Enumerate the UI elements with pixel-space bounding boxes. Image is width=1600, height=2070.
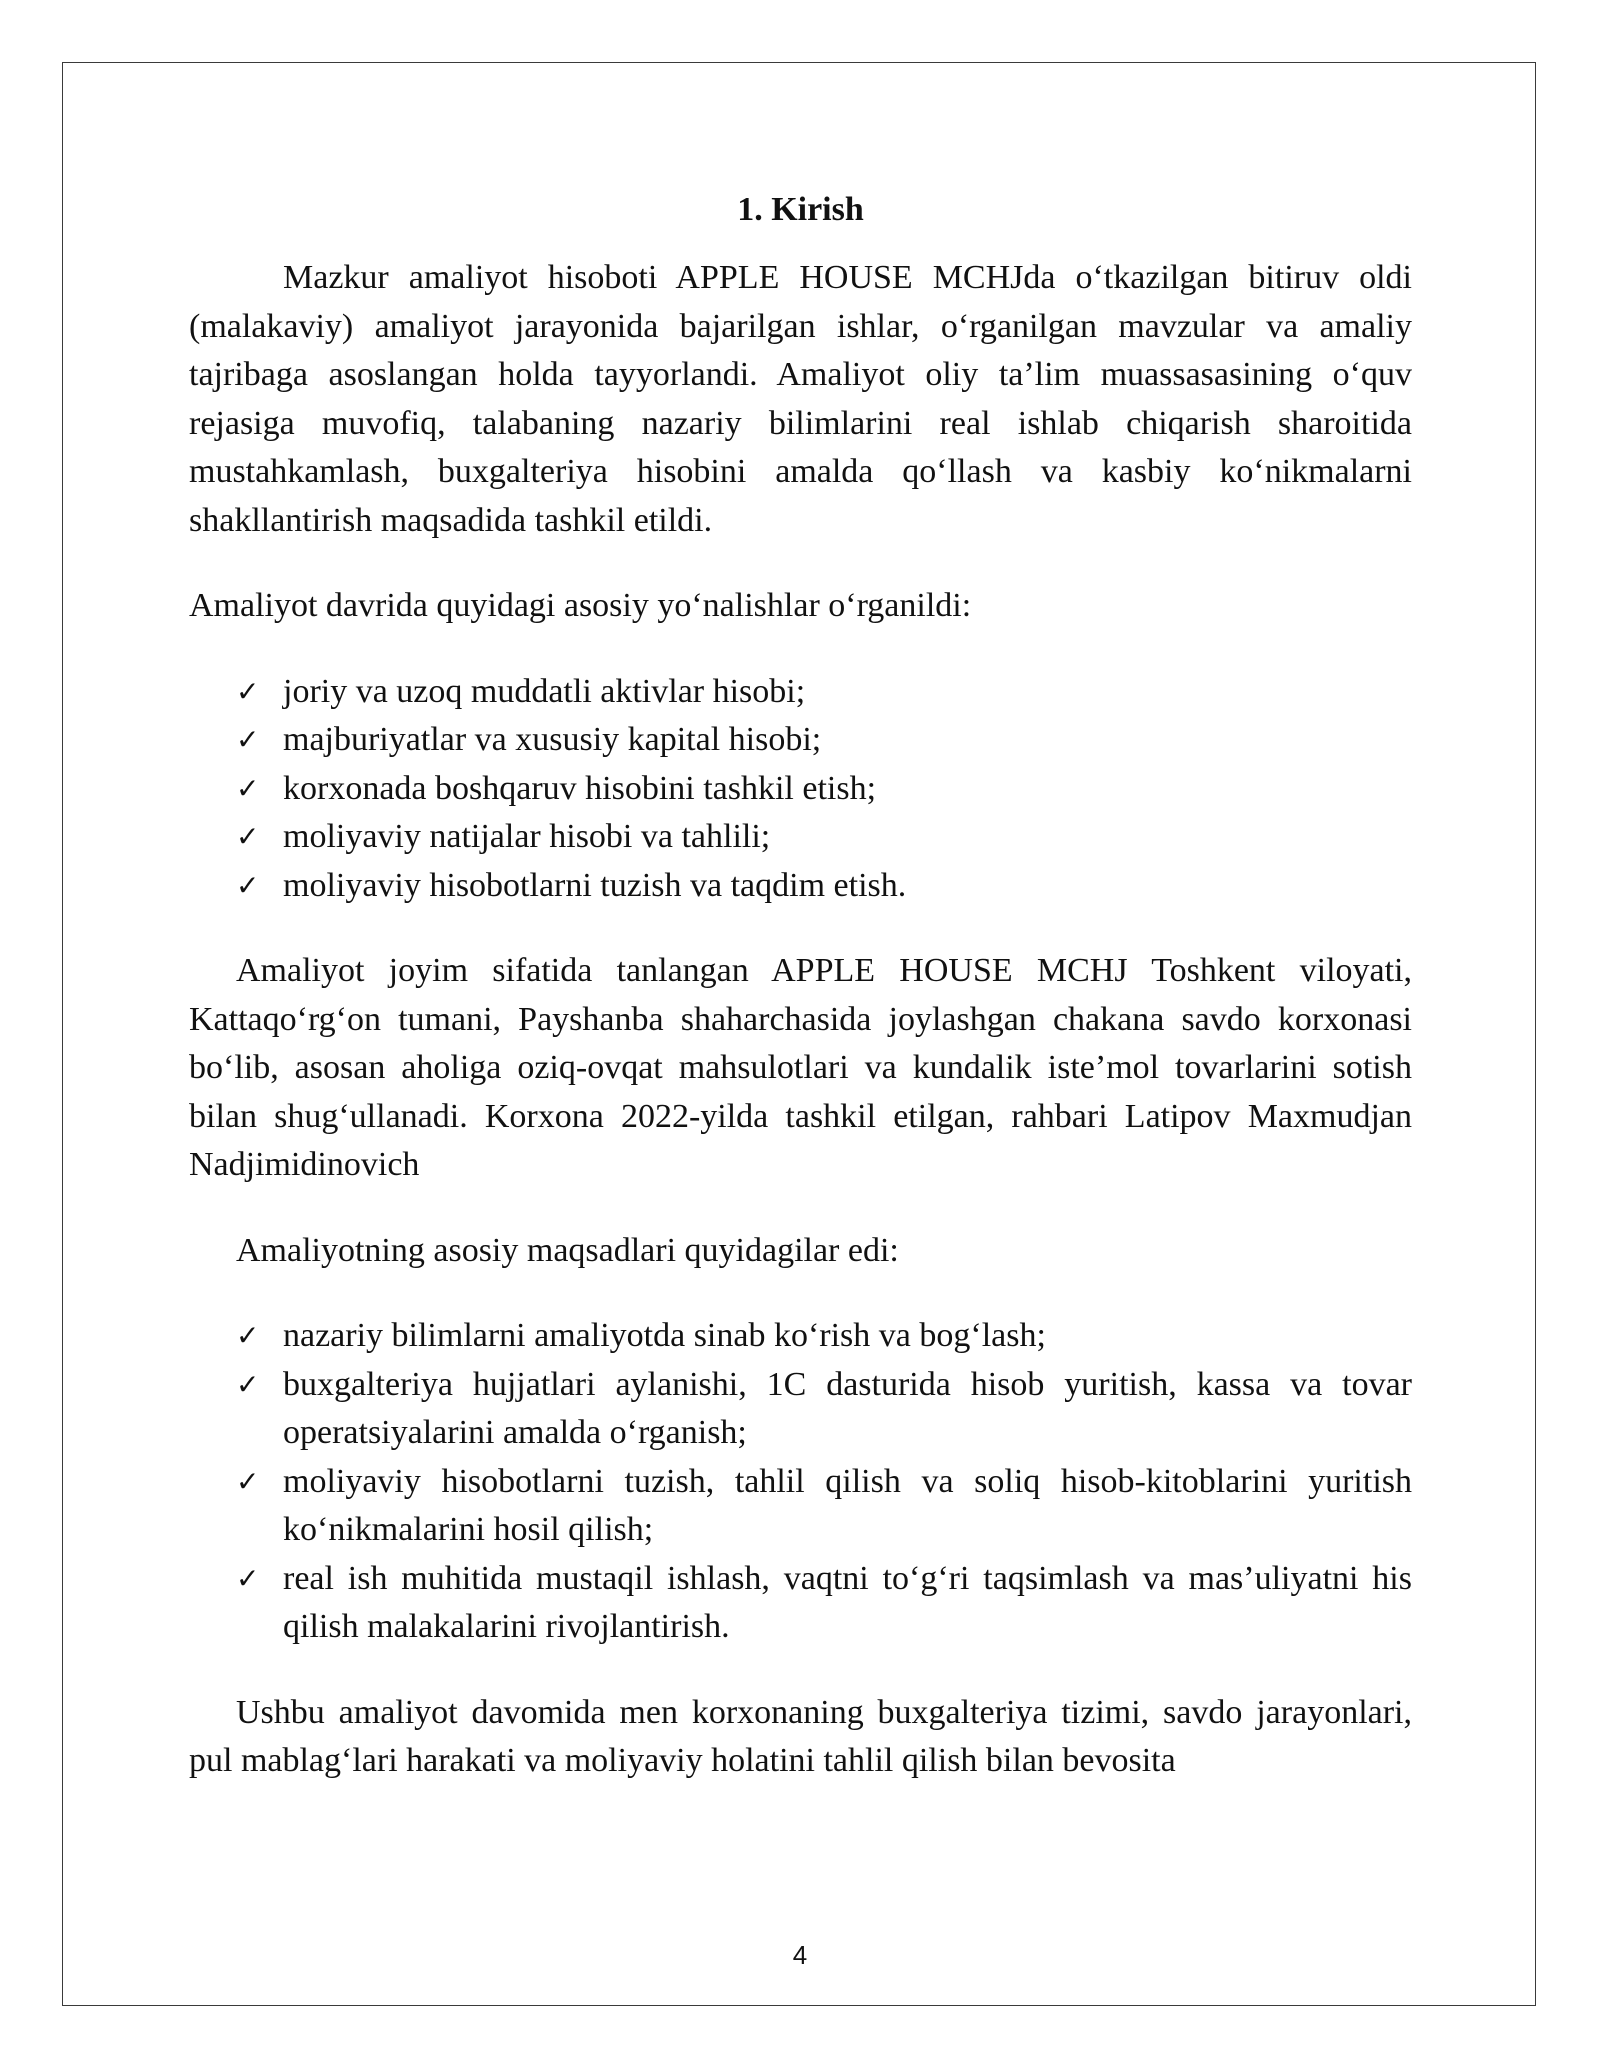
list-item: ✓ moliyaviy hisobotlarni tuzish va taqdim etish. — [189, 862, 1412, 911]
checkmark-icon: ✓ — [236, 1561, 260, 1595]
list-item: ✓ nazariy bilimlarni amaliyotda sinab ko‘rish va bog‘lash; — [189, 1312, 1412, 1361]
checkmark-icon: ✓ — [236, 771, 260, 805]
list-item: ✓ moliyaviy natijalar hisobi va tahlili; — [189, 813, 1412, 862]
checkmark-icon: ✓ — [236, 723, 260, 756]
workplace-paragraph: Amaliyot joyim sifatida tanlangan APPLE HOUSE MCHJ Toshkent viloyati, Kattaqo‘rg‘on tumani, Payshanba shaharchasida joylashgan chakana savdo korxonasi bo‘lib, asosan aholiga oziq-ovqat mahsulotlari va kundalik iste’mol tovarlarini sotish bilan shug‘ullanadi. Korxona 2022-yilda tashkil etilgan, rahbari Latipov Maxmudjan Nadjimidinovich — [189, 952, 1412, 1183]
list-item: ✓ buxgalteriya hujjatlari aylanishi, 1C dasturida hisob yuritish, kassa va tovar operatsiyalarini amalda o‘rganish; — [189, 1361, 1412, 1458]
list-item: ✓ real ish muhitida mustaqil ishlash, vaqtni to‘g‘ri taqsimlash va mas’uliyatni his qilish malakalarini rivojlantirish. — [189, 1555, 1412, 1652]
paragraph-gap — [189, 910, 1412, 947]
paragraph-gap — [189, 1275, 1412, 1312]
checkmark-icon: ✓ — [236, 1367, 260, 1401]
list-item: ✓ moliyaviy hisobotlarni tuzish, tahlil qilish va soliq hisob-kitoblarini yuritish ko‘nikmalarini hosil qilish; — [189, 1458, 1412, 1555]
list-item: ✓ majburiyatlar va xususiy kapital hisobi; — [189, 716, 1412, 765]
intro-paragraph: Mazkur amaliyot hisoboti APPLE HOUSE MCHJda o‘tkazilgan bitiruv oldi (malakaviy) amaliyot jarayonida bajarilgan ishlar, o‘rganilgan mavzular va amaliy tajribaga asoslangan holda tayyorlandi. Amaliyot oliy ta’lim muassasasining o‘quv rejasiga muvofiq, talabaning nazariy bilimlarini real ishlab chiqarish sharoitida mustahkamlash, buxgalteriya hisobini amalda qo‘llash va kasbiy ko‘nikmalarni shakllantirish maqsadida tashkil etildi. — [189, 259, 1412, 539]
goals-intro: Amaliyotning asosiy maqsadlari quyidagilar edi: — [236, 1231, 899, 1269]
paragraph-gap — [189, 545, 1412, 582]
paragraph-gap — [189, 631, 1412, 668]
checkmark-icon: ✓ — [236, 1319, 260, 1352]
checkmark-icon: ✓ — [236, 820, 260, 853]
goals-list — [189, 1312, 1412, 1652]
list-item: ✓ korxonada boshqaruv hisobini tashkil etish; — [189, 765, 1412, 814]
closing-paragraph: Ushbu amaliyot davomida men korxonaning buxgalteriya tizimi, savdo jarayonlari, pul mablag‘lari harakati va moliyaviy holatini tahlil qilish bilan bevosita — [189, 1693, 1412, 1779]
directions-intro: Amaliyot davrida quyidagi asosiy yo‘nalishlar o‘rganildi: — [189, 587, 972, 624]
document-body — [189, 186, 1412, 1786]
section-heading: 1. Kirish — [737, 191, 864, 228]
checkmark-icon: ✓ — [236, 868, 260, 902]
directions-list — [189, 668, 1412, 911]
page-number: 4 — [792, 1940, 808, 1970]
paragraph-gap — [189, 1190, 1412, 1227]
checkmark-icon: ✓ — [236, 674, 260, 708]
paragraph-gap — [189, 1652, 1412, 1689]
list-item: ✓ joriy va uzoq muddatli aktivlar hisobi; — [189, 668, 1412, 717]
checkmark-icon: ✓ — [236, 1464, 260, 1498]
